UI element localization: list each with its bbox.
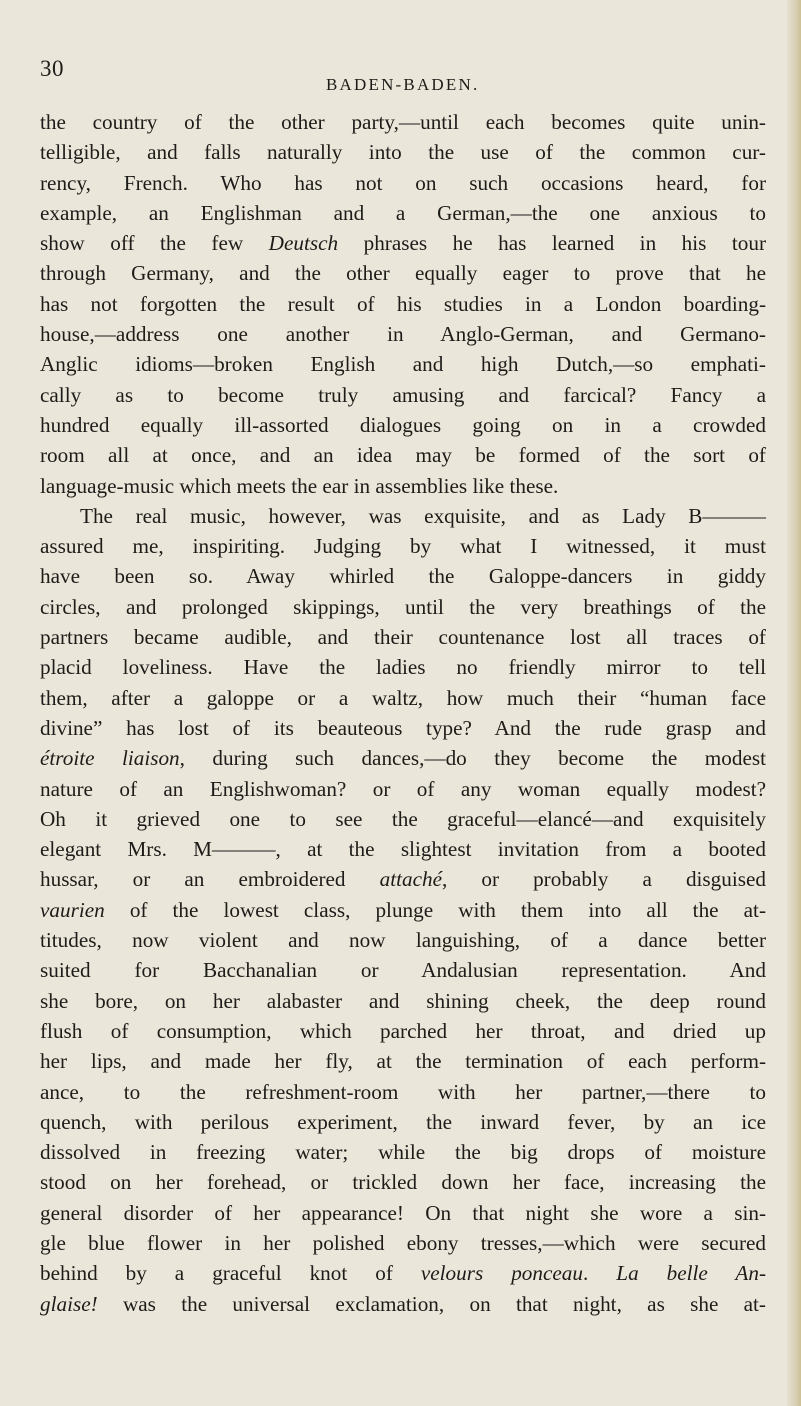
italic-term: La belle An- — [616, 1261, 767, 1286]
text-line: hundred equally ill-assorted dialogues going on in a crowded — [40, 412, 766, 437]
text-run: show off the few — [40, 231, 269, 256]
text-line: them, after a galoppe or a waltz, how much their “human face — [40, 685, 766, 710]
text-run: of the lowest class, plunge with them into all the at- — [104, 897, 766, 922]
text-line: elegant Mrs. M———, at the slightest invitation from a booted — [40, 837, 766, 862]
text-run: phrases he has learned in his tour — [338, 231, 766, 256]
text-line: telligible, and falls naturally into the use of the common cur- — [40, 140, 766, 165]
italic-term: vaurien — [40, 897, 105, 922]
text-line: gle blue flower in her polished ebony tresses,—which were secured — [40, 1230, 766, 1255]
text-line: has not forgotten the result of his studies in a London boarding- — [40, 291, 766, 316]
text-line: quench, with perilous experiment, the inward fever, by an ice — [40, 1109, 766, 1134]
text-line: rency, French. Who has not on such occasions heard, for — [40, 170, 766, 195]
text-line: titudes, now violent and now languishing, of a dance better — [40, 928, 766, 953]
text-run: . — [583, 1261, 617, 1286]
text-line — [40, 864, 766, 894]
text-line: cally as to become truly amusing and farcical? Fancy a — [40, 382, 766, 407]
body-text — [40, 107, 766, 1319]
text-line: room all at once, and an idea may be formed of the sort of — [40, 443, 766, 468]
text-line: her lips, and made her fly, at the termination of each perform- — [40, 1049, 766, 1074]
text-line: assured me, inspiriting. Judging by what I witnessed, it must — [40, 534, 766, 559]
text-line: ance, to the refreshment-room with her partner,—there to — [40, 1079, 766, 1104]
text-line: Anglic idioms—broken English and high Dutch,—so emphati- — [40, 352, 766, 377]
text-line — [40, 1289, 766, 1319]
text-line — [40, 743, 766, 773]
text-line: Oh it grieved one to see the graceful—elancé—and exquisitely — [40, 806, 766, 831]
text-line: general disorder of her appearance! On that night she wore a sin- — [40, 1200, 766, 1225]
text-line — [40, 1258, 766, 1288]
italic-term: étroite liaison — [40, 746, 180, 771]
text-run: behind by a graceful knot of — [40, 1261, 421, 1286]
text-run: was the universal exclamation, on that night, as she at- — [97, 1291, 766, 1316]
text-run: hussar, or an embroidered — [40, 867, 380, 892]
text-line: language-music which meets the ear in assemblies like these. — [40, 473, 559, 498]
text-line: have been so. Away whirled the Galoppe-dancers in giddy — [40, 564, 766, 589]
text-line: partners became audible, and their countenance lost all traces of — [40, 625, 766, 650]
text-line: suited for Bacchanalian or Andalusian representation. And — [40, 958, 766, 983]
text-line: flush of consumption, which parched her throat, and dried up — [40, 1018, 766, 1043]
italic-term: glaise! — [40, 1291, 98, 1316]
text-line: house,—address one another in Anglo-German, and Germano- — [40, 322, 766, 347]
text-line: through Germany, and the other equally eager to prove that he — [40, 261, 766, 286]
italic-term: velours ponceau — [420, 1261, 583, 1286]
text-line: nature of an Englishwoman? or of any woman equally modest? — [40, 776, 766, 801]
text-run: , during such dances,—do they become the modest — [179, 746, 766, 771]
text-line: the country of the other party,—until each becomes quite unin- — [40, 110, 766, 134]
text-line: The real music, however, was exquisite, and as Lady B——— — [80, 503, 766, 528]
running-title: BADEN-BADEN. — [326, 75, 480, 94]
text-line: circles, and prolonged skippings, until the very breathings of the — [40, 594, 766, 619]
page-number: 30 — [40, 56, 64, 81]
text-line: she bore, on her alabaster and shining cheek, the deep round — [40, 988, 766, 1013]
text-line: stood on her forehead, or trickled down her face, increasing the — [40, 1170, 766, 1195]
text-line: dissolved in freezing water; while the big drops of moisture — [40, 1140, 766, 1165]
text-line: divine” has lost of its beauteous type? And the rude grasp and — [40, 715, 766, 740]
text-run: , or probably a disguised — [441, 867, 766, 892]
text-line — [40, 228, 766, 258]
page-edge — [787, 0, 801, 1406]
text-line: placid loveliness. Have the ladies no friendly mirror to tell — [40, 655, 766, 680]
text-line — [40, 895, 766, 925]
italic-term: attaché — [379, 867, 442, 892]
text-line: example, an Englishman and a German,—the one anxious to — [40, 200, 766, 225]
italic-term: Deutsch — [268, 231, 339, 256]
